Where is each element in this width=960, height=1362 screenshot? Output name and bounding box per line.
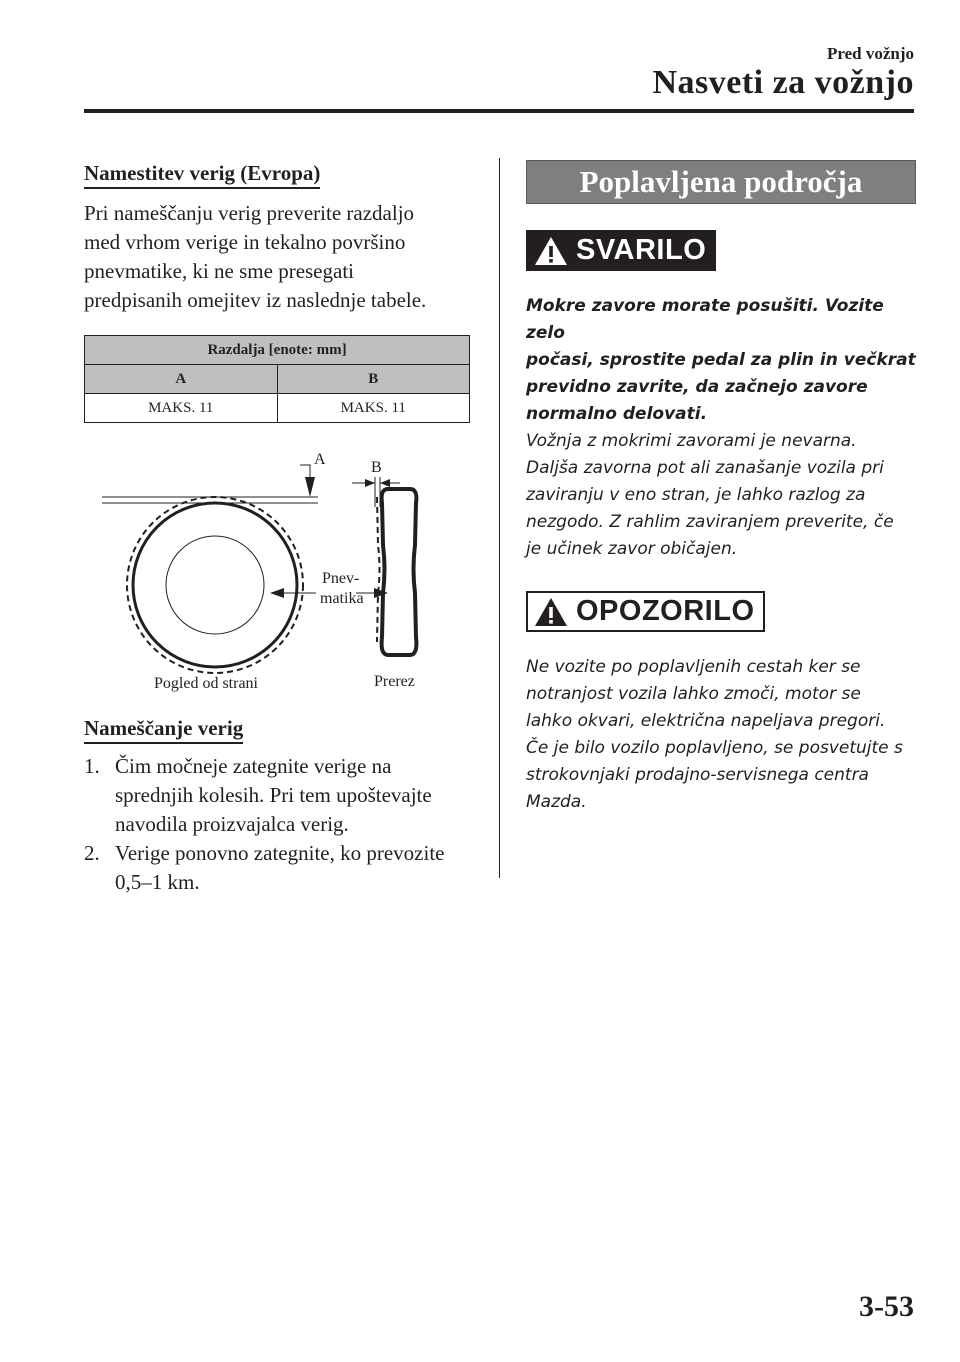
warning-line: nezgodo. Z rahlim zaviranjem preverite, če	[526, 512, 894, 532]
caution-line: notranjost vozila lahko zmoči, motor se	[526, 684, 861, 704]
caution-line: lahko okvari, električna napeljava pregori.	[526, 711, 886, 731]
header-rule	[84, 109, 914, 113]
caution-line: Ne vozite po poplavljenih cestah ker se	[526, 657, 861, 677]
distance-table	[84, 335, 470, 423]
warning-line: zaviranju v eno stran, je lahko razlog za	[526, 485, 866, 505]
label-tire-line1: Pnev-	[322, 570, 360, 587]
step-line: sprednjih kolesih. Pri tem upoštevajte	[115, 783, 432, 807]
warning-label: SVARILO	[576, 234, 707, 266]
tire-chain-diagram	[84, 437, 470, 707]
right-column	[526, 160, 916, 816]
step-line: 0,5–1 km.	[115, 870, 200, 894]
step-line: Verige ponovno zategnite, ko prevozite	[115, 841, 445, 865]
caution-line: strokovnjaki prodajno-servisnega centra	[526, 765, 869, 785]
steps-list	[84, 752, 470, 897]
table-header-row	[85, 365, 470, 394]
caution-line: Mazda.	[526, 792, 587, 812]
warning-line: Vožnja z mokrimi zavorami je nevarna.	[526, 431, 857, 451]
table-cell: MAKS. 11	[277, 394, 470, 423]
label-tire-line2: matika	[320, 590, 364, 607]
label-a: A	[314, 451, 326, 468]
caution-badge	[526, 591, 765, 632]
list-item	[84, 752, 470, 839]
tire-outer-circle	[133, 503, 297, 667]
warning-text	[526, 293, 916, 563]
intro-line: med vrhom verige in tekalno površino	[84, 230, 406, 254]
warning-bold-line: previdno zavrite, da začnejo zavore	[526, 377, 868, 397]
caution-text	[526, 654, 916, 816]
step-number: 1.	[84, 754, 100, 778]
subheading-chain-mounting: Nameščanje verig	[84, 715, 243, 744]
label-side-view: Pogled od strani	[154, 675, 258, 692]
step-text	[115, 839, 444, 897]
chain-dashed-circle	[127, 497, 303, 673]
warning-bold-line: normalno delovati.	[526, 404, 708, 424]
caution-triangle-icon	[534, 597, 568, 627]
table-row	[85, 394, 470, 423]
section-title: Pred vožnjo	[826, 44, 914, 63]
table-cell: MAKS. 11	[85, 394, 278, 423]
warning-bold-line: Mokre zavore morate posušiti. Vozite zelo	[526, 296, 884, 343]
diagram-drawing	[84, 437, 470, 707]
warning-line: Daljša zavorna pot ali zanašanje vozila pri	[526, 458, 884, 478]
intro-paragraph	[84, 199, 470, 315]
caution-label: OPOZORILO	[576, 595, 755, 627]
page-number: 3-53	[859, 1290, 914, 1323]
section-banner: Poplavljena področja	[526, 160, 916, 204]
a-leader	[300, 465, 310, 477]
warning-triangle-icon	[534, 236, 568, 266]
a-arrow	[305, 477, 315, 497]
caution-line: Če je bilo vozilo poplavljeno, se posvetujte s	[526, 738, 903, 758]
subheading-chain-installation-europe: Namestitev verig (Evropa)	[84, 160, 320, 189]
wheel-rim-circle	[166, 536, 264, 634]
tire-cross-section	[382, 489, 417, 655]
b-arrow-right	[380, 479, 390, 487]
table-column-header: B	[277, 365, 470, 394]
step-line: navodila proizvajalca verig.	[115, 812, 349, 836]
intro-line: pnevmatike, ki ne sme presegati	[84, 259, 354, 283]
b-arrow-left	[365, 479, 375, 487]
column-divider	[499, 158, 500, 878]
intro-line: predpisanih omejitev iz naslednje tabele.	[84, 288, 427, 312]
step-number: 2.	[84, 841, 100, 865]
intro-line: Pri nameščanju verig preverite razdaljo	[84, 201, 415, 225]
chapter-title: Nasveti za vožnjo	[652, 64, 914, 101]
chain-cross-section-dashed	[377, 497, 380, 642]
left-column	[84, 160, 470, 897]
label-b: B	[371, 459, 382, 476]
warning-badge	[526, 230, 716, 271]
warning-bold-line: počasi, sprostite pedal za plin in večkrat	[526, 350, 916, 370]
tire-arrow-left	[270, 588, 284, 598]
list-item	[84, 839, 470, 897]
table-title-row	[85, 336, 470, 365]
table-column-header: A	[85, 365, 278, 394]
step-line: Čim močneje zategnite verige na	[115, 754, 392, 778]
step-text	[115, 752, 432, 839]
table-title: Razdalja [enote: mm]	[85, 336, 470, 365]
warning-line: je učinek zavor običajen.	[526, 539, 738, 559]
label-cross-section: Prerez	[374, 673, 415, 690]
